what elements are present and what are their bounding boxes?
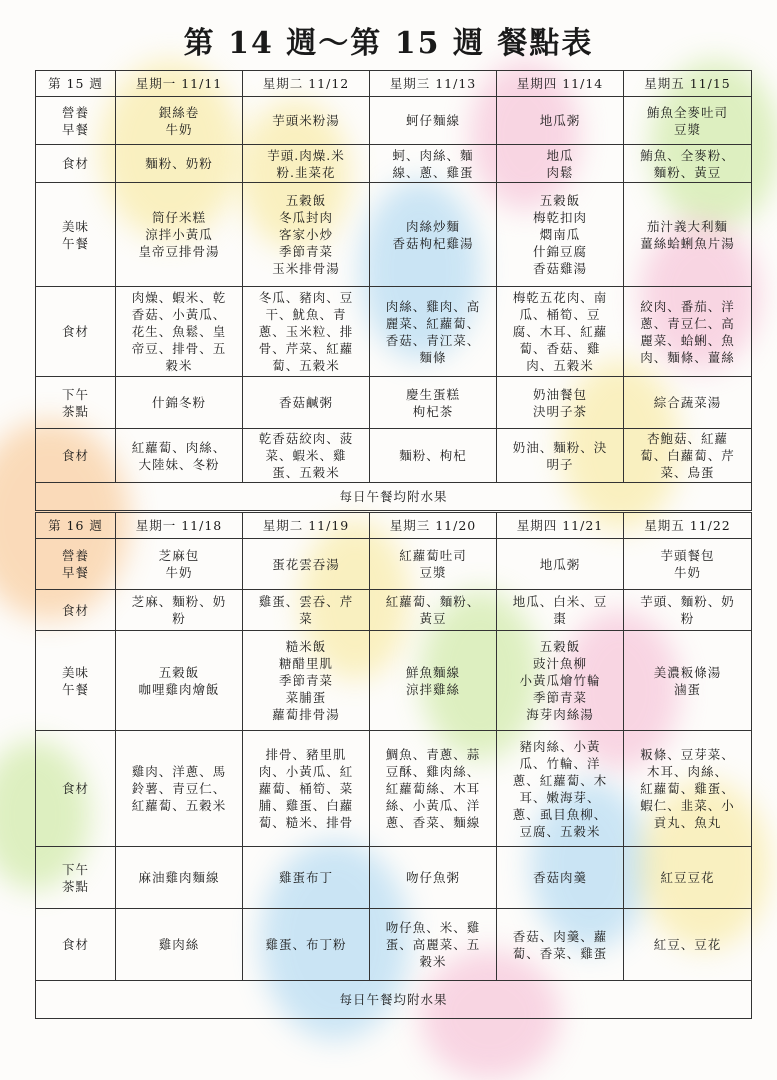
row-label-breakfast: 營養 早餐: [36, 97, 116, 145]
day-header: 星期四 11/14: [497, 71, 624, 97]
ingredient-cell: 肉絲、雞肉、高 麗菜、紅蘿蔔、 香菇、青江菜、 麵條: [370, 287, 497, 377]
ingredient-cell: 地瓜 肉鬆: [497, 145, 624, 183]
menu-cell: 雞蛋布丁: [243, 847, 370, 909]
menu-cell: 蛋花雲吞湯: [243, 539, 370, 590]
ingredient-cell: 吻仔魚、米、雞 蛋、高麗菜、五 穀米: [370, 909, 497, 981]
ingredient-cell: 冬瓜、豬肉、豆 干、魷魚、青 蔥、玉米粒、排 骨、芹菜、紅蘿 蔔、五穀米: [243, 287, 370, 377]
menu-cell: 麻油雞肉麵線: [116, 847, 243, 909]
ingredient-cell: 麵粉、奶粉: [116, 145, 243, 183]
menu-cell: 糙米飯 糖醋里肌 季節青菜 菜脯蛋 蘿蔔排骨湯: [243, 631, 370, 731]
menu-cell: 美濃粄條湯 滷蛋: [624, 631, 752, 731]
menu-cell: 鮪魚全麥吐司 豆漿: [624, 97, 752, 145]
ingredient-cell: 雞肉絲: [116, 909, 243, 981]
ingredient-cell: 紅蘿蔔、麵粉、 黃豆: [370, 590, 497, 631]
week15-menu-table: [35, 70, 752, 511]
page-title: 第 14 週～第 15 週 餐點表: [183, 26, 594, 61]
day-header: 星期三 11/13: [370, 71, 497, 97]
row-label-breakfast: 營養 早餐: [36, 539, 116, 590]
menu-cell: 五穀飯 冬瓜封肉 客家小炒 季節青菜 玉米排骨湯: [243, 183, 370, 287]
ingredient-cell: 香菇、肉羹、蘿 蔔、香菜、雞蛋: [497, 909, 624, 981]
row-label-lunch: 美味 午餐: [36, 631, 116, 731]
ingredient-cell: 雞蛋、雲吞、芹 菜: [243, 590, 370, 631]
day-header: 星期一 11/11: [116, 71, 243, 97]
ingredient-cell: 雞蛋、布丁粉: [243, 909, 370, 981]
menu-cell: 茄汁義大利麵 薑絲蛤蜊魚片湯: [624, 183, 752, 287]
ingredient-cell: 排骨、豬里肌 肉、小黃瓜、紅 蘿蔔、桶筍、菜 脯、雞蛋、白蘿 蔔、糙米、排骨: [243, 731, 370, 847]
ingredient-cell: 奶油、麵粉、決 明子: [497, 429, 624, 483]
ingredient-cell: 雞肉、洋蔥、馬 鈴薯、青豆仁、 紅蘿蔔、五穀米: [116, 731, 243, 847]
menu-cell: 地瓜粥: [497, 539, 624, 590]
ingredient-cell: 粄條、豆芽菜、 木耳、肉絲、 紅蘿蔔、雞蛋、 蝦仁、韭菜、小 貢丸、魚丸: [624, 731, 752, 847]
ingredient-cell: 鯛魚、青蔥、蒜 豆酥、雞肉絲、 紅蘿蔔絲、木耳 絲、小黃瓜、洋 蔥、香菜、麵線: [370, 731, 497, 847]
ingredient-cell: 麵粉、枸杞: [370, 429, 497, 483]
day-header: 星期三 11/20: [370, 513, 497, 539]
menu-cell: 綜合蔬菜湯: [624, 377, 752, 429]
menu-cell: 芋頭餐包 牛奶: [624, 539, 752, 590]
ingredient-cell: 芋頭.肉燥.米 粉.韭菜花: [243, 145, 370, 183]
ingredient-cell: 鮪魚、全麥粉、 麵粉、黃豆: [624, 145, 752, 183]
menu-cell: 紅豆豆花: [624, 847, 752, 909]
ingredient-cell: 絞肉、番茄、洋 蔥、青豆仁、高 麗菜、蛤蜊、魚 肉、麵條、薑絲: [624, 287, 752, 377]
ingredient-cell: 乾香菇絞肉、菠 菜、蝦米、雞 蛋、五穀米: [243, 429, 370, 483]
row-label-ingredients: 食材: [36, 145, 116, 183]
day-header: 星期一 11/18: [116, 513, 243, 539]
row-label-snack: 下午 茶點: [36, 377, 116, 429]
ingredient-cell: 紅豆、豆花: [624, 909, 752, 981]
menu-cell: 筒仔米糕 涼拌小黃瓜 皇帝豆排骨湯: [116, 183, 243, 287]
menu-cell: 肉絲炒麵 香菇枸杞雞湯: [370, 183, 497, 287]
menu-cell: 香菇肉羹: [497, 847, 624, 909]
menu-cell: 紅蘿蔔吐司 豆漿: [370, 539, 497, 590]
menu-cell: 蚵仔麵線: [370, 97, 497, 145]
menu-cell: 銀絲卷 牛奶: [116, 97, 243, 145]
ingredient-cell: 紅蘿蔔、肉絲、 大陸妹、冬粉: [116, 429, 243, 483]
row-label-ingredients: 食材: [36, 429, 116, 483]
week-label: 第 16 週: [36, 513, 116, 539]
menu-cell: 五穀飯 咖哩雞肉燴飯: [116, 631, 243, 731]
menu-cell: 奶油餐包 決明子茶: [497, 377, 624, 429]
ingredient-cell: 杏鮑菇、紅蘿 蔔、白蘿蔔、芹 菜、鳥蛋: [624, 429, 752, 483]
week-label: 第 15 週: [36, 71, 116, 97]
row-label-ingredients: 食材: [36, 287, 116, 377]
menu-cell: 慶生蛋糕 枸杞茶: [370, 377, 497, 429]
ingredient-cell: 芝麻、麵粉、奶 粉: [116, 590, 243, 631]
day-header: 星期五 11/22: [624, 513, 752, 539]
menu-cell: 香菇鹹粥: [243, 377, 370, 429]
ingredient-cell: 豬肉絲、小黃 瓜、竹輪、洋 蔥、紅蘿蔔、木 耳、嫩海芽、 蔥、虱目魚柳、 豆腐、五穀米: [497, 731, 624, 847]
menu-cell: 什錦冬粉: [116, 377, 243, 429]
menu-cell: 芝麻包 牛奶: [116, 539, 243, 590]
row-label-ingredients: 食材: [36, 909, 116, 981]
fruit-note: 每日午餐均附水果: [36, 981, 752, 1019]
day-header: 星期二 11/12: [243, 71, 370, 97]
row-label-ingredients: 食材: [36, 731, 116, 847]
ingredient-cell: 肉燥、蝦米、乾 香菇、小黃瓜、 花生、魚鬆、皇 帝豆、排骨、五 穀米: [116, 287, 243, 377]
menu-cell: 鮮魚麵線 涼拌雞絲: [370, 631, 497, 731]
ingredient-cell: 蚵、肉絲、麵 線、蔥、雞蛋: [370, 145, 497, 183]
row-label-ingredients: 食材: [36, 590, 116, 631]
day-header: 星期二 11/19: [243, 513, 370, 539]
row-label-snack: 下午 茶點: [36, 847, 116, 909]
ingredient-cell: 芋頭、麵粉、奶 粉: [624, 590, 752, 631]
week16-menu-table: [35, 512, 752, 1019]
day-header: 星期四 11/21: [497, 513, 624, 539]
menu-cell: 五穀飯 梅乾扣肉 燜南瓜 什錦豆腐 香菇雞湯: [497, 183, 624, 287]
row-label-lunch: 美味 午餐: [36, 183, 116, 287]
menu-cell: 芋頭米粉湯: [243, 97, 370, 145]
menu-cell: 五穀飯 豉汁魚柳 小黃瓜燴竹輪 季節青菜 海芽肉絲湯: [497, 631, 624, 731]
day-header: 星期五 11/15: [624, 71, 752, 97]
ingredient-cell: 地瓜、白米、豆 棗: [497, 590, 624, 631]
menu-cell: 吻仔魚粥: [370, 847, 497, 909]
ingredient-cell: 梅乾五花肉、南 瓜、桶筍、豆 腐、木耳、紅蘿 蔔、香菇、雞 肉、五穀米: [497, 287, 624, 377]
fruit-note: 每日午餐均附水果: [36, 483, 752, 511]
menu-cell: 地瓜粥: [497, 97, 624, 145]
